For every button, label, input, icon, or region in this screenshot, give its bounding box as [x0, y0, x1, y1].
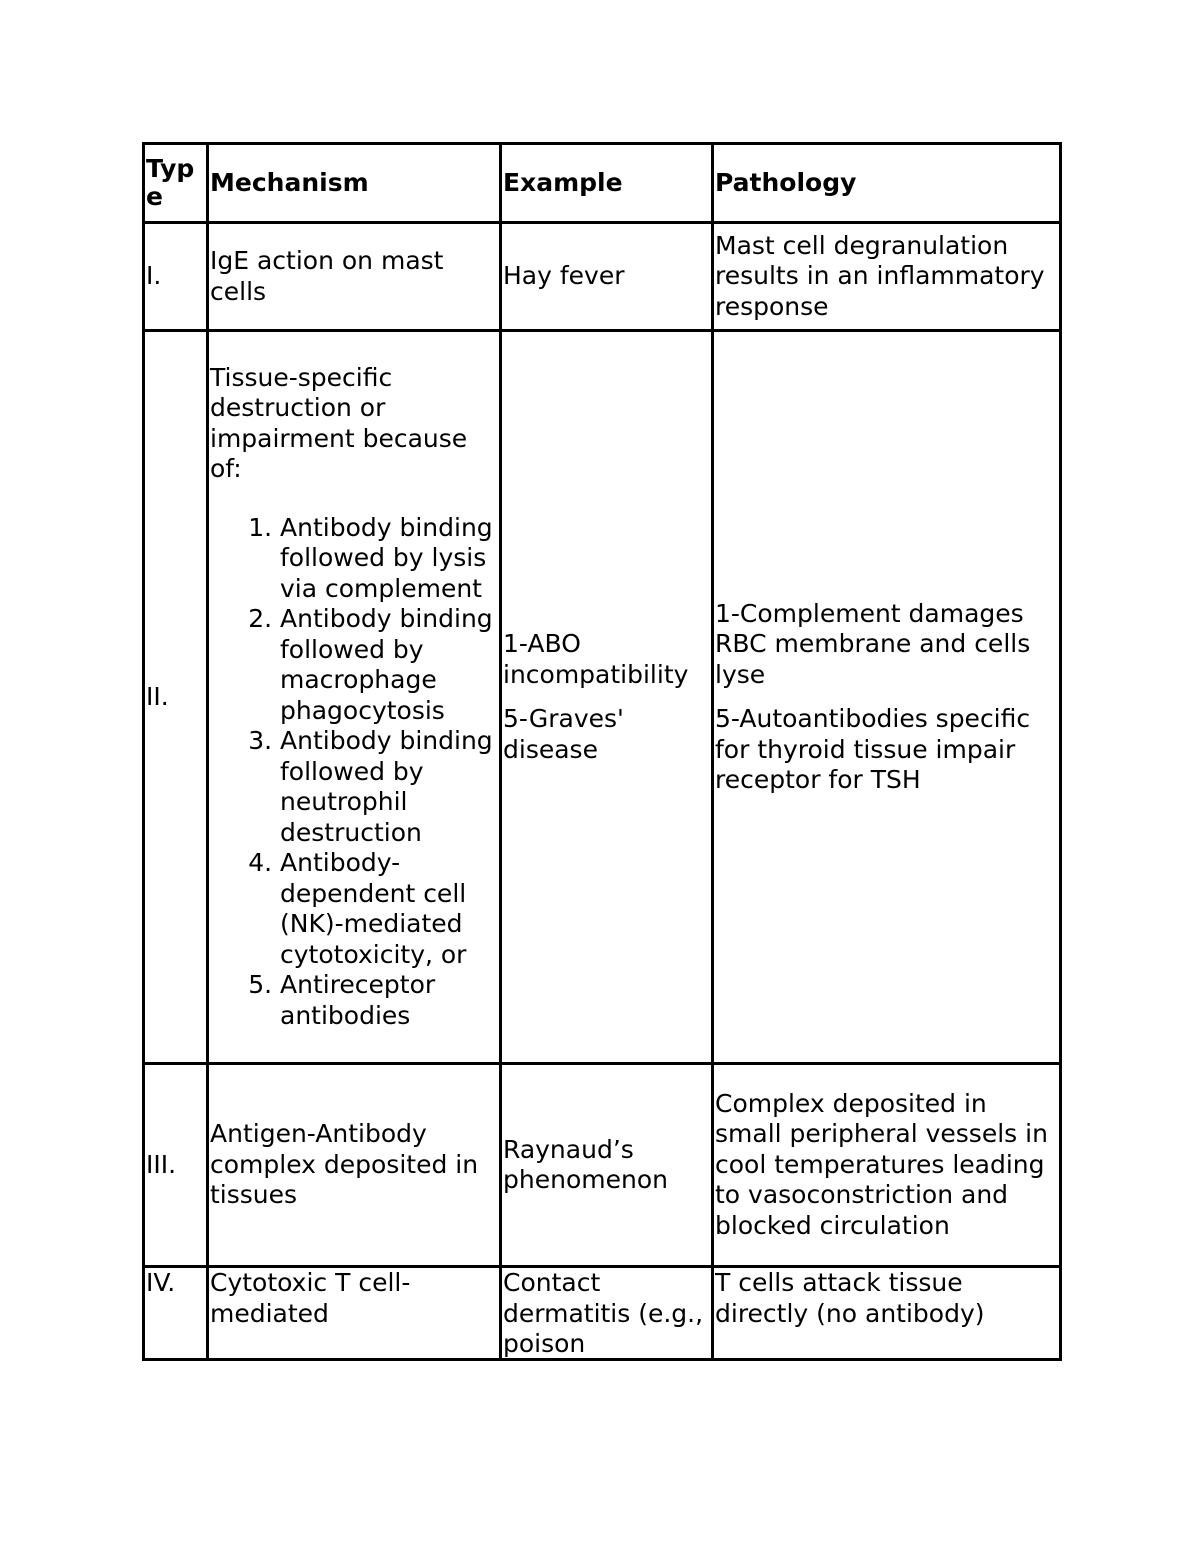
pathology-paragraph: 1-Complement damages RBC membrane and cells lyse: [715, 598, 1031, 689]
header-type: Type: [144, 144, 208, 223]
type-cell: III.: [144, 1064, 208, 1267]
mechanism-cell: IgE action on mast cells: [208, 223, 501, 331]
pathology-paragraph: 5-Autoantibodies specific for thyroid tissue impair receptor for TSH: [715, 704, 1031, 794]
pathology-cell: Complex deposited in small peripheral vessels in cool temperatures leading to vasoconstriction and blocked circulation: [713, 1064, 1061, 1267]
type-cell: I.: [144, 223, 208, 331]
list-item: 3. Antibody binding followed by neutrophil destruction: [280, 726, 499, 848]
mechanism-cell: [208, 331, 501, 1064]
example-cell: Hay fever: [501, 223, 713, 331]
type-cell: [144, 1267, 208, 1360]
header-mechanism: Mechanism: [208, 144, 501, 223]
table-header-row: [144, 144, 1061, 223]
mechanism-cell: Antigen-Antibody complex deposited in tissues: [208, 1064, 501, 1267]
type-text: IV.: [146, 1268, 176, 1297]
example-cell: [501, 1267, 713, 1360]
type-cell: II.: [144, 331, 208, 1064]
mechanism-text: Cytotoxic T cell-mediated: [210, 1268, 411, 1328]
pathology-text: T cells attack tissue directly (no antibody): [715, 1268, 985, 1328]
header-pathology: Pathology: [713, 144, 1061, 223]
table-row: [144, 331, 1061, 1064]
mechanism-list: [210, 513, 499, 1032]
hypersensitivity-table: [142, 142, 1062, 1361]
mechanism-intro: Tissue-specific destruction or impairment because of:: [210, 362, 468, 484]
list-item: 2. Antibody binding followed by macrophage phagocytosis: [280, 604, 499, 726]
example-paragraph: 5-Graves' disease: [503, 704, 624, 764]
table-row: [144, 223, 1061, 331]
header-example: Example: [501, 144, 713, 223]
list-item: 4. Antibody-dependent cell (NK)-mediated cytotoxicity, or: [280, 848, 499, 970]
example-cell: [501, 331, 713, 1064]
pathology-cell: [713, 1267, 1061, 1360]
table-row: [144, 1267, 1061, 1360]
list-item: 5. Antireceptor antibodies: [280, 970, 499, 1031]
mechanism-cell: [208, 1267, 501, 1360]
example-text: Contact dermatitis (e.g., poison: [503, 1268, 704, 1358]
pathology-cell: [713, 331, 1061, 1064]
list-item: 1. Antibody binding followed by lysis via complement: [280, 513, 499, 605]
table-row: [144, 1064, 1061, 1267]
pathology-cell: Mast cell degranulation results in an inflammatory response: [713, 223, 1061, 331]
example-paragraph: 1-ABO incompatibility: [503, 629, 689, 689]
example-cell: Raynaud’s phenomenon: [501, 1064, 713, 1267]
